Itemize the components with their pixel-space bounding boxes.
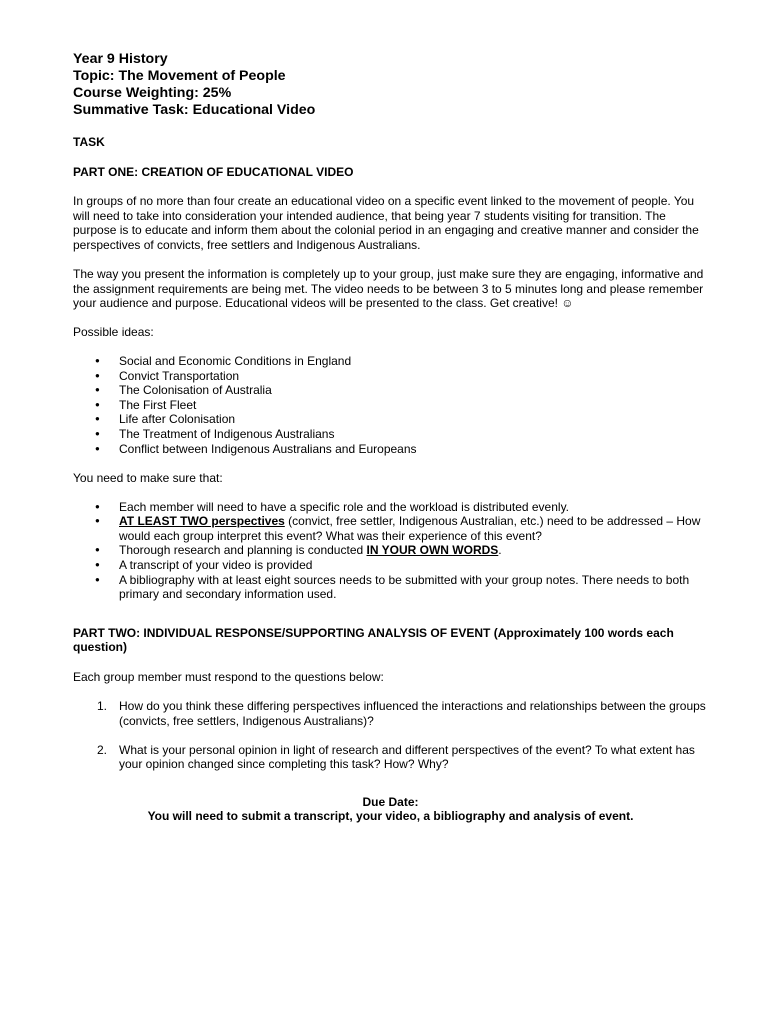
part-two-heading: PART TWO: INDIVIDUAL RESPONSE/SUPPORTING ANALYSIS OF EVENT (Approximately 100 words each question) — [73, 625, 674, 655]
requirement-text: Thorough research and planning is conducted — [119, 543, 367, 558]
document-header — [73, 51, 708, 119]
part-one-intro-paragraph: In groups of no more than four create an educational video on a specific event linked to the movement of people. You will need to take into consideration your intended audience, that being year 7 students visiting for transition. The purpose is to educate and inform them about the colonial period in an engaging and creative manner and consider the perspectives of convicts, free settlers and Indigenous Australians. — [73, 194, 699, 252]
due-date-instructions: You will need to submit a transcript, your video, a bibliography and analysis of event. — [147, 809, 634, 824]
part-one-heading: PART ONE: CREATION OF EDUCATIONAL VIDEO — [73, 164, 354, 179]
idea-item: ● The First Fleet — [73, 398, 708, 413]
requirement-item — [73, 543, 708, 558]
due-date-block — [73, 795, 708, 824]
requirement-item: ● A bibliography with at least eight sources needs to be submitted with your group notes. There needs to both primary and secondary information used. — [73, 573, 708, 602]
idea-item: ● Convict Transportation — [73, 369, 708, 384]
requirement-item — [73, 514, 708, 543]
idea-item: ● The Colonisation of Australia — [73, 383, 708, 398]
requirement-item: ● Each member will need to have a specific role and the workload is distributed evenly. — [73, 500, 708, 515]
own-words-emphasis: IN YOUR OWN WORDS — [366, 543, 499, 558]
possible-ideas-label: Possible ideas: — [73, 325, 154, 340]
question-number: 1. — [97, 698, 108, 713]
question-number: 2. — [97, 742, 108, 757]
requirement-item: ● A transcript of your video is provided — [73, 558, 708, 573]
idea-item: ● Life after Colonisation — [73, 412, 708, 427]
requirement-text-end: . — [498, 543, 502, 558]
question-item — [73, 743, 708, 772]
part-one-presentation-paragraph: The way you present the information is completely up to your group, just make sure they are engaging, informative and the assignment requirements are being met. The video needs to be between 3 to 5 minutes long and please remember your audience and purpose. Educational videos will be presented to the class. Get creative! ☺ — [73, 266, 704, 311]
requirements-list — [73, 500, 708, 602]
perspectives-emphasis: AT LEAST TWO perspectives — [119, 514, 285, 529]
possible-ideas-list — [73, 354, 708, 456]
question-item — [73, 699, 708, 728]
idea-item: ● The Treatment of Indigenous Australians — [73, 427, 708, 442]
question-text: How do you think these differing perspectives influenced the interactions and relationships between the groups (convicts, free settlers, Indigenous Australians)? — [119, 698, 706, 728]
task-title: Summative Task: Educational Video — [73, 102, 316, 118]
questions-list — [73, 699, 708, 772]
idea-item: ● Conflict between Indigenous Australians and Europeans — [73, 442, 708, 457]
requirement-text: (convict, free settler, Indigenous Australian, etc.) need to be addressed – How would each group interpret this event? What was their experience of this event? — [119, 514, 701, 543]
course-weighting: Course Weighting: 25% — [73, 85, 232, 101]
task-heading: TASK — [73, 135, 105, 149]
due-date-label: Due Date: — [362, 794, 419, 809]
part-two-intro: Each group member must respond to the questions below: — [73, 669, 384, 684]
topic-title: Topic: The Movement of People — [73, 68, 286, 84]
subject-title: Year 9 History — [73, 51, 168, 67]
requirements-label: You need to make sure that: — [73, 470, 223, 485]
question-text: What is your personal opinion in light of research and different perspectives of the event? To what extent has your opinion changed since completing this task? How? Why? — [119, 742, 695, 772]
idea-item: ● Social and Economic Conditions in England — [73, 354, 708, 369]
